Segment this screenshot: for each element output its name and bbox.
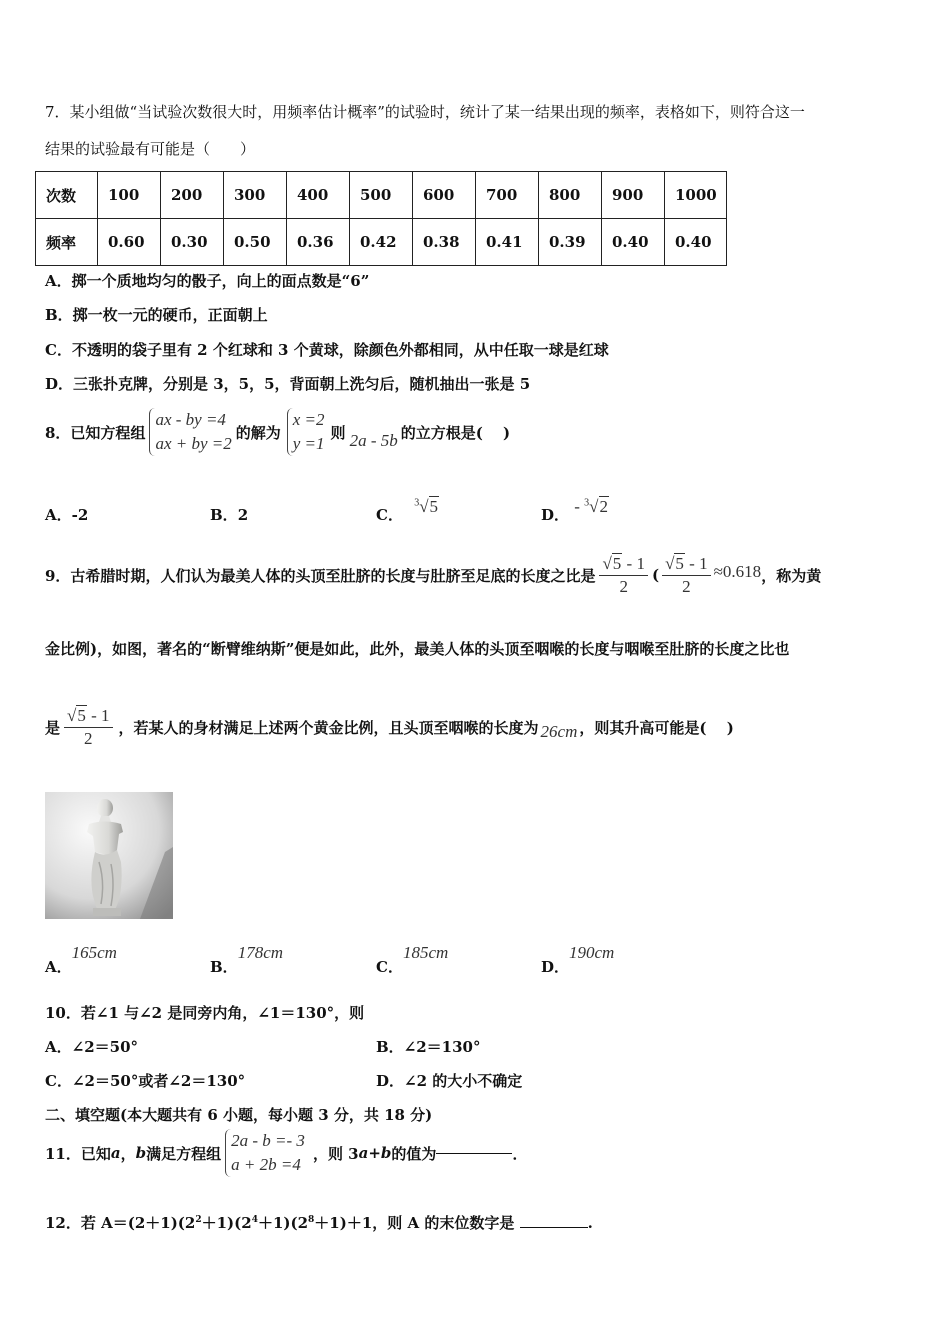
table-cell: 900	[602, 172, 665, 219]
q10-option-c: C．∠2＝50°或者∠2＝130°	[45, 1072, 246, 1090]
q12-text: ＋1)＋1，则 A 的末位数字是	[314, 1214, 515, 1232]
q8-option-d	[541, 497, 609, 525]
q8-option-c	[376, 497, 439, 525]
q9-option-a	[45, 943, 117, 977]
option-label: D．	[541, 506, 570, 524]
q11-system	[225, 1129, 305, 1177]
q11-prefix: 11．已知	[45, 1144, 111, 1163]
radicand: 2	[599, 497, 609, 516]
table-cell: 频率	[36, 219, 98, 266]
q9-stem-line3	[45, 702, 734, 752]
q10-stem: 10．若∠1 与∠2 是同旁内角，∠1＝130°，则	[45, 1004, 365, 1022]
q11-suffix2: 的值为	[391, 1144, 437, 1163]
golden-ratio-fraction-2	[662, 554, 711, 597]
fraction-denominator: 2	[682, 576, 691, 596]
root-index: 3	[414, 497, 420, 509]
option-label: A．	[45, 958, 72, 976]
table-cell: 700	[476, 172, 539, 219]
table-cell: 次数	[36, 172, 98, 219]
q11-stem	[45, 1125, 527, 1181]
option-label: A．	[45, 506, 72, 524]
fraction-numerator: √5 - 1	[64, 706, 113, 728]
golden-ratio-fraction-3	[64, 706, 113, 749]
table-cell: 500	[350, 172, 413, 219]
q9-stem-line1	[45, 550, 821, 600]
q8-system	[149, 408, 231, 456]
q8-sol2: y =1	[292, 434, 325, 453]
numerator-rest: - 1	[86, 705, 110, 725]
q12-stem	[45, 1212, 593, 1233]
numerator-rest: - 1	[622, 553, 645, 573]
fraction-numerator: √5 - 1	[599, 554, 648, 576]
table-cell: 0.60	[98, 219, 161, 266]
minus-sign: -	[574, 497, 585, 516]
answer-blank[interactable]	[520, 1227, 588, 1228]
table-cell: 600	[413, 172, 476, 219]
q7-option-a: A．掷一个质地均匀的骰子，向上的面点数是“6”	[45, 272, 370, 290]
numerator-rest: - 1	[684, 553, 708, 573]
q11-suffix: ，则 3	[312, 1144, 359, 1163]
q9-option-c	[376, 943, 449, 977]
table-cell: 200	[161, 172, 224, 219]
radicand: 5	[675, 553, 684, 573]
root-index: 3	[584, 497, 590, 509]
q9-text-end: ，则其升高可能是( )	[579, 718, 734, 737]
q8-option-b	[210, 504, 248, 525]
fraction-denominator: 2	[619, 576, 628, 596]
table-cell: 0.41	[476, 219, 539, 266]
exponent: 8	[308, 1215, 315, 1225]
length-value: 26cm	[540, 722, 578, 741]
table-cell: 400	[287, 172, 350, 219]
table-cell: 0.39	[539, 219, 602, 266]
q12-text: 12．若 A＝(2＋1)(2	[45, 1214, 196, 1232]
option-value: 190cm	[569, 943, 615, 962]
option-label: C．	[376, 506, 403, 524]
table-row-counts	[36, 172, 727, 219]
q9-text: 9．古希腊时期，人们认为最美人体的头顶至肚脐的长度与肚脐至足底的长度之比是	[45, 566, 596, 585]
table-cell: 1000	[665, 172, 727, 219]
q9-text: 是	[45, 718, 61, 737]
q12-text: ＋1)(2	[201, 1214, 252, 1232]
table-cell: 0.40	[665, 219, 727, 266]
table-cell: 800	[539, 172, 602, 219]
option-label: B．	[210, 506, 238, 524]
q11-end: ．	[512, 1144, 528, 1163]
option-value: 185cm	[402, 943, 449, 962]
table-cell: 0.42	[350, 219, 413, 266]
q8-suffix: 的立方根是( )	[400, 423, 511, 442]
q7-option-b: B．掷一枚一元的硬币，正面朝上	[45, 306, 268, 324]
exponent: 2	[195, 1215, 202, 1225]
table-cell: 0.38	[413, 219, 476, 266]
option-value: -2	[71, 506, 89, 524]
q10-option-a: A．∠2＝50°	[45, 1038, 139, 1056]
table-row-frequency	[36, 219, 727, 266]
q11-mid: 满足方程组	[146, 1144, 222, 1163]
plus: +	[368, 1144, 381, 1162]
q8-eq1: ax - by =4	[155, 410, 226, 429]
comma: ，	[120, 1144, 136, 1163]
q7-option-d: D．三张扑克牌，分别是 3，5，5，背面朝上洗匀后，随机抽出一张是 5	[45, 375, 531, 393]
q8-option-a	[45, 504, 88, 525]
option-value: 2	[237, 506, 249, 524]
option-value: 165cm	[71, 943, 117, 962]
q10-option-d: D．∠2 的大小不确定	[376, 1072, 523, 1090]
q7-stem-line1: 7．某小组做“当试验次数很大时，用频率估计概率”的试验时，统计了某一结果出现的频率，表格如下，则符合这一	[45, 103, 805, 121]
var-a: a	[358, 1144, 369, 1162]
approx-value: ≈0.618	[713, 562, 762, 581]
table-cell: 300	[224, 172, 287, 219]
fraction-denominator: 2	[84, 728, 93, 748]
q9-text-end: ，称为黄	[761, 566, 822, 585]
q10-option-b: B．∠2＝130°	[376, 1038, 481, 1056]
open-paren: (	[651, 566, 660, 584]
var-b: b	[135, 1144, 147, 1162]
radicand: 5	[77, 705, 86, 725]
option-value: 178cm	[237, 943, 284, 962]
table-cell: 0.36	[287, 219, 350, 266]
q9-stem-line2: 金比例)，如图，著名的“断臂维纳斯”便是如此，此外，最美人体的头顶至咽喉的长度与咽喉至肚脐的长度之比也	[45, 640, 790, 658]
q12-end: .	[587, 1214, 593, 1232]
option-label: B．	[210, 958, 238, 976]
table-cell: 0.30	[161, 219, 224, 266]
neg-cube-root-2: - $^3$√2	[574, 497, 609, 516]
q7-option-c: C．不透明的袋子里有 2 个红球和 3 个黄球，除颜色外都相同，从中任取一球是红球	[45, 341, 609, 359]
q8-then: 则	[330, 423, 346, 442]
q7-stem-line2: 结果的试验最有可能是（ ）	[45, 140, 256, 158]
q8-sol1: x =2	[292, 410, 325, 429]
q9-option-b	[210, 943, 284, 977]
table-cell: 0.50	[224, 219, 287, 266]
q11-eq1: 2a - b =- 3	[231, 1131, 305, 1150]
q8-prefix: 8．已知方程组	[45, 423, 146, 442]
q8-solution	[287, 408, 325, 456]
q9-option-d	[541, 943, 615, 977]
answer-blank[interactable]	[436, 1153, 512, 1154]
option-label: D．	[541, 958, 570, 976]
exponent: 4	[251, 1215, 258, 1225]
q9-text-mid: ，若某人的身材满足上述两个黄金比例，且头顶至咽喉的长度为	[118, 718, 539, 737]
q8-stem	[45, 404, 510, 460]
table-cell: 0.40	[602, 219, 665, 266]
q11-eq2: a + 2b =4	[231, 1155, 301, 1174]
radicand: 5	[429, 497, 439, 516]
section-heading: 二、填空题(本大题共有 6 小题，每小题 3 分，共 18 分)	[45, 1106, 433, 1124]
var-a: a	[110, 1144, 121, 1162]
cube-root-5: $^3$√5	[414, 497, 439, 516]
venus-statue-image	[45, 792, 173, 919]
table-cell: 100	[98, 172, 161, 219]
q8-mid: 的解为	[235, 423, 281, 442]
golden-ratio-fraction	[599, 554, 648, 597]
option-label: C．	[376, 958, 403, 976]
frequency-table	[35, 171, 727, 266]
var-b: b	[380, 1144, 392, 1162]
q8-eq2: ax + by =2	[155, 434, 232, 453]
radicand: 5	[612, 553, 622, 573]
q8-expr: 2a - 5b	[349, 431, 398, 450]
fraction-numerator: √5 - 1	[662, 554, 711, 576]
q12-text: ＋1)(2	[257, 1214, 309, 1232]
